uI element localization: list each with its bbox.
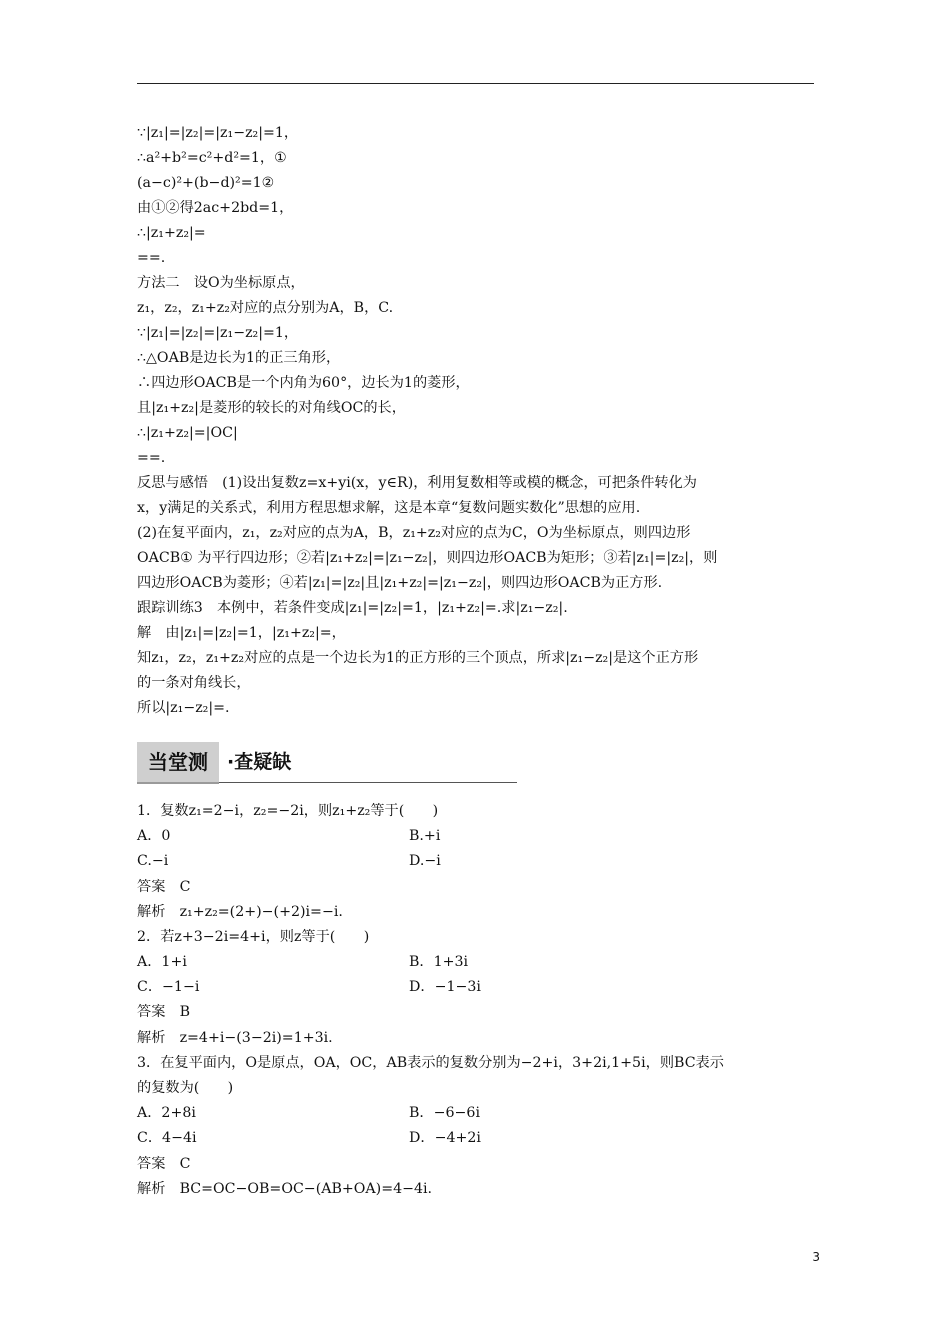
answer-line: 答案 B [137, 1004, 190, 1020]
text-line: 跟踪训练3 本例中，若条件变成|z₁|=|z₂|=1，|z₁+z₂|=.求|z₁−z₂|. [137, 600, 568, 616]
question-stem: 的复数为( ) [137, 1080, 234, 1096]
text-line: ∵|z₁|=|z₂|=|z₁−z₂|=1， [137, 325, 299, 341]
option-d: D．−4+2i [409, 1130, 481, 1146]
question-stem: 3．在复平面内，O是原点，OA，OC，AB表示的复数分别为−2+i，3+2i,1+5i，则BC表示 [137, 1055, 724, 1071]
analysis-line: 解析 BC=OC−OB=OC−(AB+OA)=4−4i. [137, 1181, 433, 1197]
text-line: 四边形OACB为菱形；④若|z₁|=|z₂|且|z₁+z₂|=|z₁−z₂|，则四边形OACB为正方形. [137, 575, 663, 591]
option-c: C.−i [137, 853, 169, 869]
text-line: ∴△OAB是边长为1的正三角形， [137, 350, 341, 366]
text-line: 解 由|z₁|=|z₂|=1，|z₁+z₂|=， [137, 625, 346, 641]
analysis-line: 解析 z=4+i−(3−2i)=1+3i. [137, 1030, 333, 1046]
text-line: ∴a²+b²=c²+d²=1，① [137, 150, 287, 166]
answer-line: 答案 C [137, 879, 191, 895]
option-b: B．−6−6i [409, 1105, 480, 1121]
text-line: 反思与感悟 (1)设出复数z=x+yi(x，y∈R)，利用复数相等或模的概念，可把条件转化为 [137, 475, 697, 491]
text-line: z₁，z₂，z₁+z₂对应的点分别为A，B，C. [137, 300, 394, 316]
option-c: C．4−4i [137, 1130, 197, 1146]
text-line: ∴四边形OACB是一个内角为60°，边长为1的菱形， [137, 375, 470, 391]
question-stem: 2．若z+3−2i=4+i，则z等于( ) [137, 929, 370, 945]
text-line: 由①②得2ac+2bd=1， [137, 200, 294, 216]
text-line: (a−c)²+(b−d)²=1② [137, 175, 275, 191]
option-d: D.−i [409, 853, 441, 869]
header-rule [137, 83, 814, 84]
section-title: 当堂测 [137, 742, 219, 784]
text-line: ∴|z₁+z₂|= [137, 225, 206, 241]
section-subtitle: ·查疑缺 [227, 751, 292, 773]
option-a: A．0 [137, 828, 171, 844]
text-line: ==. [137, 250, 166, 266]
text-line: ∵|z₁|=|z₂|=|z₁−z₂|=1， [137, 125, 299, 141]
option-d: D．−1−3i [409, 979, 481, 995]
option-b: B．1+3i [409, 954, 469, 970]
text-line: 知z₁，z₂，z₁+z₂对应的点是一个边长为1的正方形的三个顶点，所求|z₁−z₂|是这个正方形 [137, 650, 699, 666]
text-line: 方法二 设O为坐标原点， [137, 275, 305, 291]
text-line: 所以|z₁−z₂|=. [137, 700, 230, 716]
page-number: 3 [812, 1250, 820, 1264]
section-underline [219, 782, 517, 783]
text-line: ==. [137, 450, 166, 466]
text-line: OACB① 为平行四边形；②若|z₁+z₂|=|z₁−z₂|，则四边形OACB为矩形；③若|z₁|=|z₂|，则 [137, 550, 718, 566]
section-header [137, 742, 517, 782]
option-a: A．2+8i [137, 1105, 196, 1121]
option-b: B.+i [409, 828, 441, 844]
text-line: x，y满足的关系式，利用方程思想求解，这是本章“复数问题实数化”思想的应用. [137, 500, 641, 516]
analysis-line: 解析 z₁+z₂=(2+)−(+2)i=−i. [137, 904, 343, 920]
answer-line: 答案 C [137, 1156, 191, 1172]
option-a: A．1+i [137, 954, 187, 970]
text-line: (2)在复平面内，z₁，z₂对应的点为A，B，z₁+z₂对应的点为C，O为坐标原点，则四边形 [137, 525, 691, 541]
option-c: C．−1−i [137, 979, 200, 995]
question-stem: 1．复数z₁=2−i，z₂=−2i，则z₁+z₂等于( ) [137, 803, 439, 819]
text-line: 且|z₁+z₂|是菱形的较长的对角线OC的长， [137, 400, 406, 416]
text-line: 的一条对角线长， [137, 675, 251, 691]
text-line: ∴|z₁+z₂|=|OC| [137, 425, 238, 441]
